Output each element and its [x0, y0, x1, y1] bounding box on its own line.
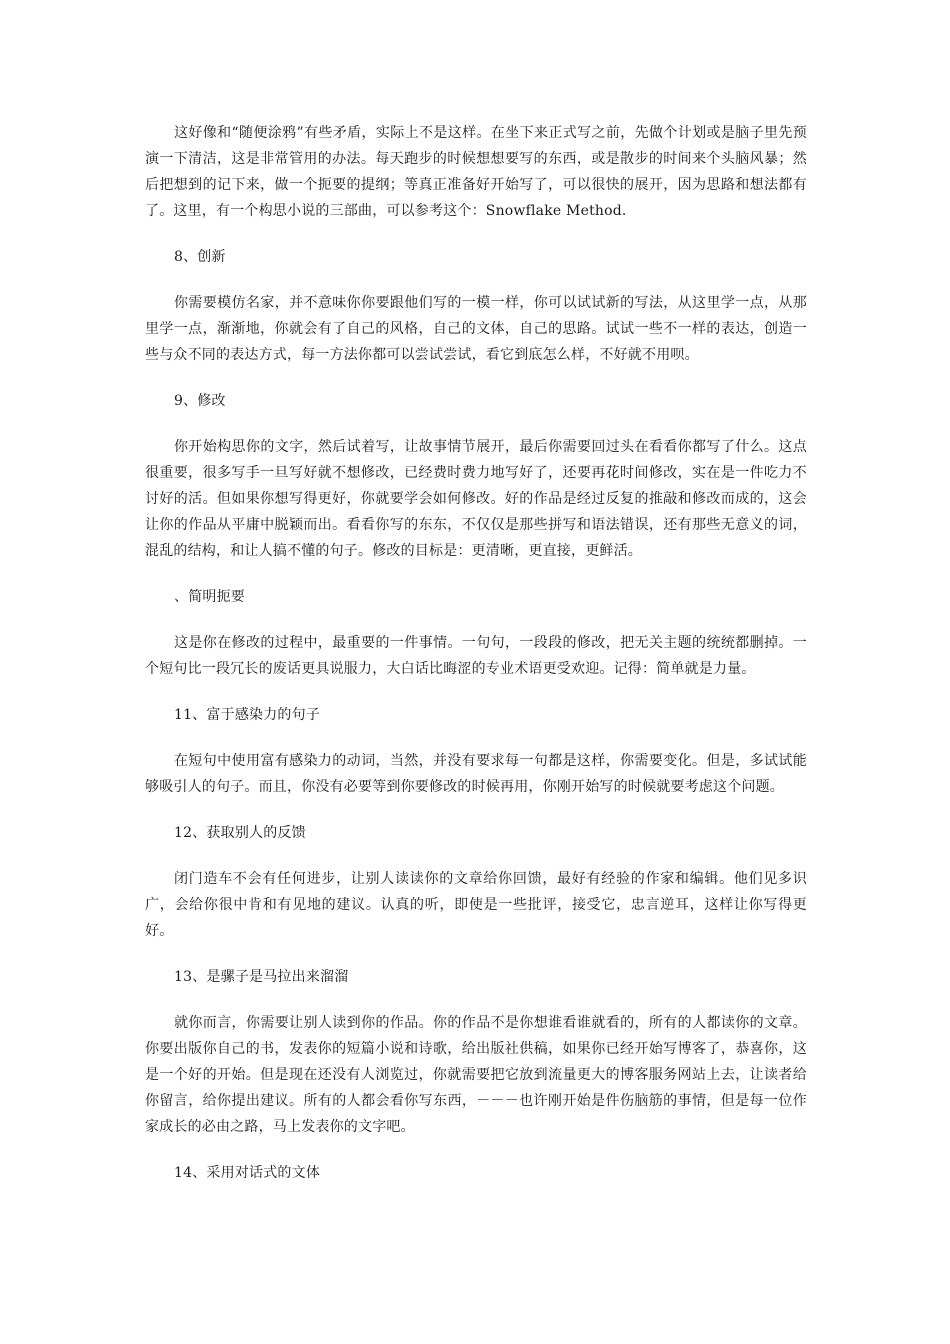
paragraph-feedback: 闭门造车不会有任何进步，让别人读读你的文章给你回馈，最好有经验的作家和编辑。他们见多识广，会给你很中肯和有见地的建议。认真的听，即使是一些批评，接受它，忠言逆耳，这样让你写得更好。 [145, 871, 807, 939]
section-heading-9: 9、修改 [174, 393, 226, 409]
paragraph-planning: 这好像和“随便涂鸦”有些矛盾，实际上不是这样。在坐下来正式写之前，先做个计划或是脑子里先预演一下清洁，这是非常管用的办法。每天跑步的时候想想要写的东西，或是散步的时间来个头脑风暴；然后把想到的记下来，做一个扼要的提纲；等真正准备好开始写了，可以很快的展开，因为思路和想法都有了。这里，有一个构思小说的三部曲，可以参考这个：Snowflake Method. [145, 125, 807, 219]
section-heading-12: 12、获取别人的反馈 [174, 825, 306, 841]
document-body [145, 120, 807, 1206]
paragraph-publish: 就你而言，你需要让别人读到你的作品。你的作品不是你想谁看谁就看的，所有的人都读你的文章。你要出版你自己的书，发表你的短篇小说和诗歌，给出版社供稿，如果你已经开始写博客了，恭喜你，这是一个好的开始。但是现在还没有人浏览过，你就需要把它放到流量更大的博客服务网站上去，让读者给你留言，给你提出建议。所有的人都会看你写东西，－－－也许刚开始是件伤脑筋的事情，但是每一位作家成长的必由之路，马上发表你的文字吧。 [145, 1015, 807, 1135]
section-heading-10: 、简明扼要 [174, 589, 245, 605]
section-heading-11: 11、富于感染力的句子 [174, 707, 321, 723]
paragraph-concise: 这是你在修改的过程中，最重要的一件事情。一句句，一段段的修改，把无关主题的统统都删掉。一个短句比一段冗长的废话更具说服力，大白话比晦涩的专业术语更受欢迎。记得：简单就是力量。 [145, 635, 807, 677]
paragraph-revision: 你开始构思你的文字，然后试着写，让故事情节展开，最后你需要回过头在看看你都写了什么。这点很重要，很多写手一旦写好就不想修改，已经费时费力地写好了，还要再花时间修改，实在是一件吃力不讨好的活。但如果你想写得更好，你就要学会如何修改。好的作品是经过反复的推敲和修改而成的，这会让你的作品从平庸中脱颖而出。看看你写的东东，不仅仅是那些拼写和语法错误，还有那些无意义的词，混乱的结构，和让人搞不懂的句子。修改的目标是：更清晰，更直接，更鲜活。 [145, 439, 807, 559]
paragraph-sentences: 在短句中使用富有感染力的动词，当然，并没有要求每一句都是这样，你需要变化。但是，多试试能够吸引人的句子。而且，你没有必要等到你要修改的时候再用，你刚开始写的时候就要考虑这个问题。 [145, 753, 807, 795]
section-heading-14: 14、采用对话式的文体 [174, 1165, 321, 1181]
section-heading-8: 8、创新 [174, 249, 226, 265]
section-heading-13: 13、是骡子是马拉出来溜溜 [174, 969, 349, 985]
paragraph-innovation: 你需要模仿名家，并不意味你你要跟他们写的一模一样，你可以试试新的写法，从这里学一点，从那里学一点，渐渐地，你就会有了自己的风格，自己的文体，自己的思路。试试一些不一样的表达，创造一些与众不同的表达方式，每一方法你都可以尝试尝试，看它到底怎么样，不好就不用呗。 [145, 295, 807, 363]
